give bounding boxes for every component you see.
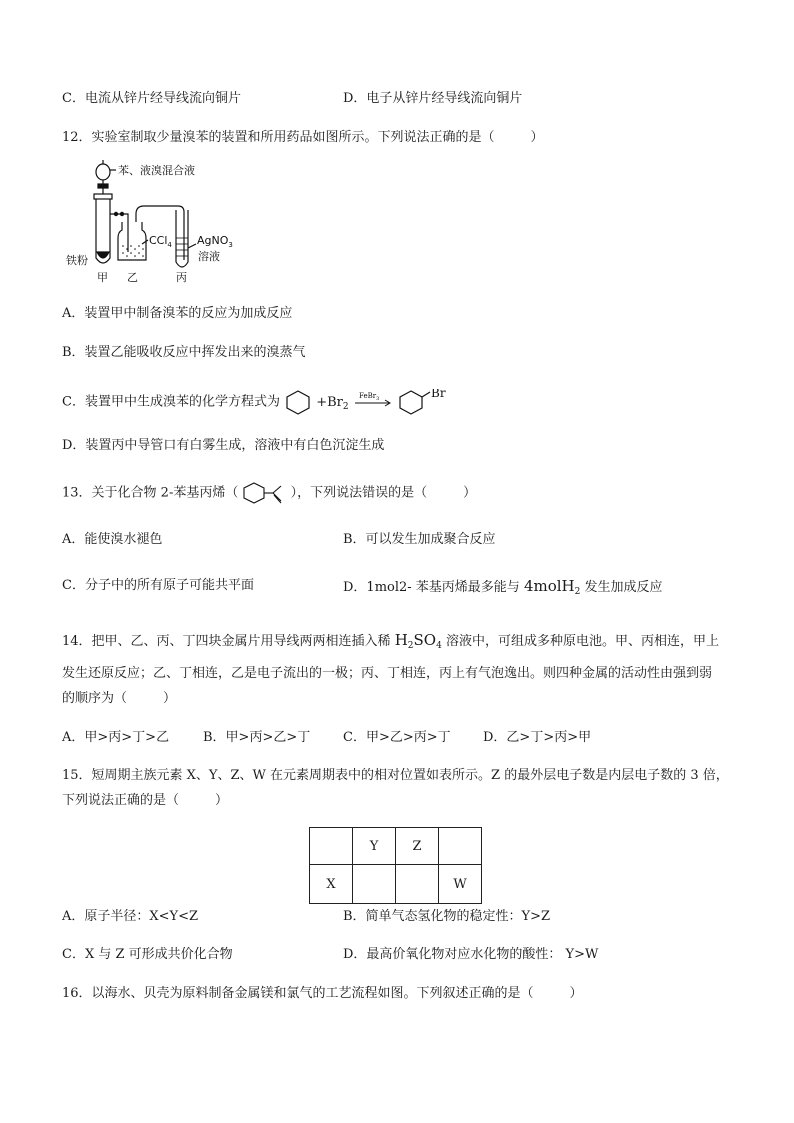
- q11-option-d: D．电子从锌片经导线流向铜片: [343, 91, 523, 106]
- q12-option-c-text: C．装置甲中生成溴苯的化学方程式为: [62, 394, 280, 410]
- q15-line2-text: 下列说法正确的是（: [62, 793, 180, 808]
- label-bing: 丙: [176, 271, 187, 284]
- q15-line1: 15．短周期主族元素 X、Y、Z、W 在元素周期表中的相对位置如表所示。Z 的最外层电子数是内层电子数的 3 倍，: [62, 768, 729, 783]
- q12-option-b: B．装置乙能吸收反应中挥发出来的溴蒸气: [62, 345, 306, 360]
- q13-stem-suffix: ），下列说法错误的是（: [290, 485, 428, 501]
- q12-option-c: [62, 389, 449, 416]
- q14-option-a: A．甲>丙>丁>乙: [62, 730, 170, 745]
- label-iron-powder: 铁粉: [66, 254, 88, 267]
- periodic-table-fragment: [309, 827, 482, 904]
- q15-line2: [62, 792, 228, 810]
- table-cell: [310, 828, 353, 865]
- q11-option-c: C．电流从锌片经导线流向铜片: [62, 91, 241, 106]
- test-tube-bing: [176, 210, 188, 267]
- q13-option-d-prefix: D．1mol2- 苯基丙烯最多能与: [343, 580, 520, 595]
- benzene-ring-icon: [284, 389, 312, 415]
- q13-stem-close: ）: [463, 485, 477, 501]
- label-ccl4: CCl$_4$: [149, 234, 172, 249]
- q12-option-a: A．装置甲中制备溴苯的反应为加成反应: [62, 306, 293, 321]
- q14-option-c: C．甲>乙>丙>丁: [343, 730, 451, 745]
- q15-option-c: C．X 与 Z 可形成共价化合物: [62, 947, 233, 962]
- label-solution: 溶液: [198, 250, 220, 263]
- q12-stem-close: ）: [530, 130, 544, 145]
- q13-option-c: C．分子中的所有原子可能共平面: [62, 578, 254, 593]
- q16-stem-close: ）: [569, 986, 583, 1001]
- svg-text:Br: Br: [430, 389, 446, 400]
- q14-line1-suffix: 溶液中，可组成多种原电池。甲、丙相连，甲上: [445, 634, 719, 649]
- bromobenzene-icon: [397, 389, 449, 415]
- q13-option-b: B．可以发生加成聚合反应: [343, 532, 496, 547]
- q14-line2: 发生还原反应；乙、丁相连，乙是电子流出的一极；丙、丁相连，丙上有气泡逸出。则四种金属的活动性由强到弱: [62, 666, 713, 681]
- 2-phenylpropene-icon: [242, 481, 286, 505]
- q15-option-d: D．最高价氧化物对应水化物的酸性： Y>W: [343, 947, 599, 962]
- table-cell: Z: [396, 828, 439, 865]
- table-cell: X: [310, 865, 353, 904]
- q14-line1-prefix: 14．把甲、乙、丙、丁四块金属片用导线两两相连插入稀: [62, 634, 391, 649]
- label-agno3: AgNO$_3$: [197, 234, 233, 249]
- q15-option-b: B．简单气态氢化物的稳定性：Y>Z: [343, 909, 551, 924]
- q13-stem-prefix: 13．关于化合物 2-苯基丙烯（: [62, 485, 239, 501]
- q13-option-d-suffix: 发生加成反应: [584, 580, 663, 595]
- q14-line3: [62, 690, 176, 708]
- q12-option-d: D．装置丙中导管口有白雾生成，溶液中有白色沉淀生成: [62, 438, 385, 453]
- q14-line1: [62, 631, 719, 655]
- reaction-arrow-icon: [353, 389, 393, 415]
- q16-stem-text: 16．以海水、贝壳为原料制备金属镁和氯气的工艺流程如图。下列叙述正确的是（: [62, 986, 534, 1001]
- q13-option-d: [343, 577, 663, 601]
- q14-h2so4: $H_2SO_4$: [394, 631, 442, 651]
- q16-stem: [62, 985, 583, 1003]
- q13-stem: [62, 481, 476, 505]
- q12-stem: [62, 129, 544, 147]
- q14-option-d: D．乙>丁>丙>甲: [483, 730, 592, 745]
- table-cell: [353, 865, 396, 904]
- q15-option-a: A．原子半径：X<Y<Z: [62, 909, 199, 924]
- label-yi: 乙: [127, 271, 138, 284]
- q14-line3-close: ）: [163, 691, 177, 706]
- separatory-funnel: [96, 164, 110, 180]
- q13-option-d-formula: 4molH$_2$: [523, 577, 581, 597]
- svg-text:FeBr3: FeBr$_3$: [358, 392, 380, 402]
- label-jia: 甲: [97, 271, 108, 284]
- q13-option-a: A．能使溴水褪色: [62, 532, 163, 547]
- q12-option-c-plus: $+Br_2$: [316, 394, 349, 412]
- q12-stem-text: 12．实验室制取少量溴苯的装置和所用药品如图所示。下列说法正确的是（: [62, 130, 495, 145]
- table-cell: Y: [353, 828, 396, 865]
- q14-option-b: B．甲>丙>乙>丁: [203, 730, 311, 745]
- q15-line2-close: ）: [215, 793, 229, 808]
- q12-apparatus-figure: [66, 160, 236, 284]
- flask-yi: [118, 222, 146, 260]
- table-cell: W: [439, 865, 482, 904]
- q14-line3-text: 的顺序为（: [62, 691, 128, 706]
- table-cell: [439, 828, 482, 865]
- table-cell: [396, 865, 439, 904]
- label-mixture: 苯、液溴混合液: [118, 164, 195, 177]
